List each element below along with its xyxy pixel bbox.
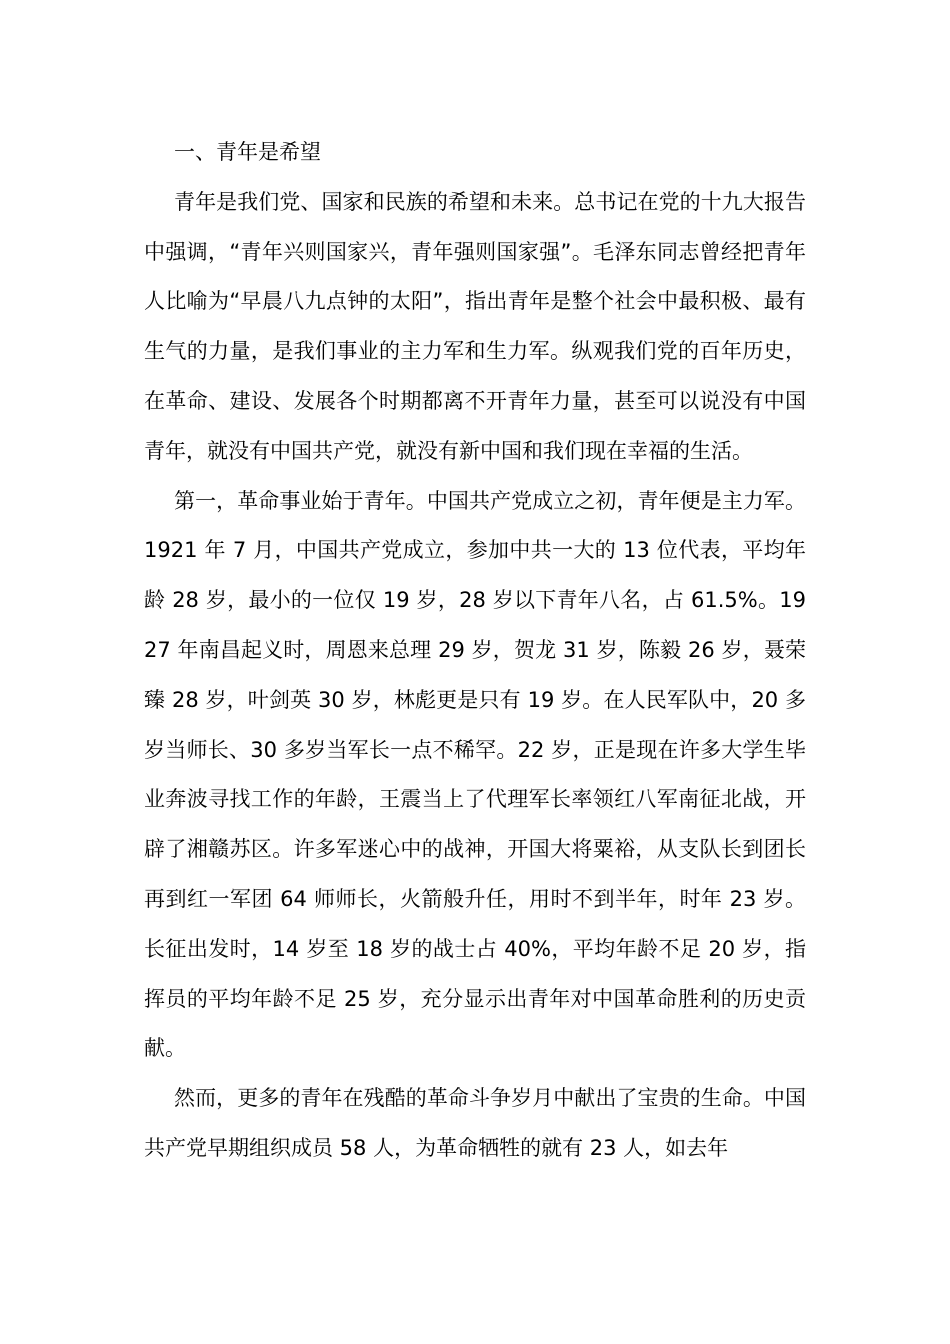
section-heading: 一、青年是希望	[174, 140, 321, 164]
paragraph-sacrifice: 然而，更多的青年在残酷的革命斗争岁月中献出了宝贵的生命。中国共产党早期组织成员 58 人，为革命牺牲的就有 23 人，如去年	[144, 1086, 806, 1160]
document-page	[144, 128, 806, 1174]
paragraph-revolution-youth: 第一，革命事业始于青年。中国共产党成立之初，青年便是主力军。1921 年 7 月，中国共产党成立，参加中共一大的 13 位代表，平均年龄 28 岁，最小的一位仅 19 岁，28 岁以下青年八名，占 61.5%。1927 年南昌起义时，周恩来总理 29 岁，贺龙 31 岁，陈毅 26 岁，聂荣臻 28 岁，叶剑英 30 岁，林彪更是只有 19 岁。在人民军队中，20 多岁当师长、30 多岁当军长一点不稀罕。22 岁，正是现在许多大学生毕业奔波寻找工作的年龄，王震当上了代理军长率领红八军南征北战，开辟了湘赣苏区。许多军迷心中的战神，开国大将粟裕，从支队长到团长再到红一军团 64 师师长，火箭般升任，用时不到半年，时年 23 岁。长征出发时，14 岁至 18 岁的战士占 40%，平均年龄不足 20 岁，指挥员的平均年龄不足 25 岁，充分显示出青年对中国革命胜利的历史贡献。	[144, 488, 806, 1061]
paragraph-youth-hope: 青年是我们党、国家和民族的希望和未来。总书记在党的十九大报告中强调，“青年兴则国家兴，青年强则国家强”。毛泽东同志曾经把青年人比喻为“早晨八九点钟的太阳”，指出青年是整个社会中最积极、最有生气的力量，是我们事业的主力军和生力军。纵观我们党的百年历史，在革命、建设、发展各个时期都离不开青年力量，甚至可以说没有中国青年，就没有中国共产党，就没有新中国和我们现在幸福的生活。	[144, 189, 806, 463]
